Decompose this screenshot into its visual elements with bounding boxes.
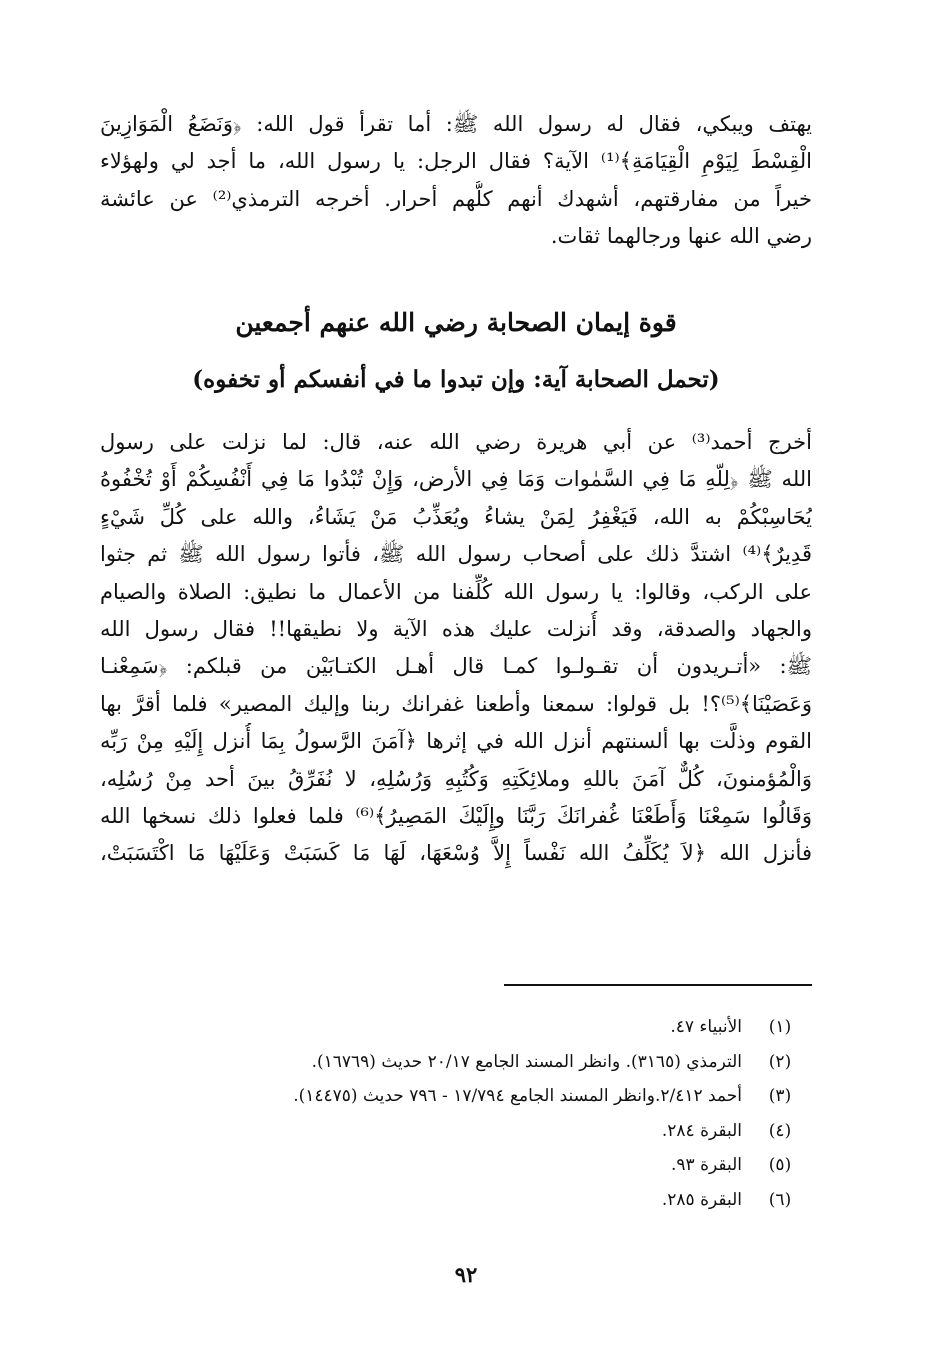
footnote-number: (٣) [768,1086,792,1107]
text-line: ﷺ: «أتـريدون أن تقـولـوا كمـا قال أهـل الكتـابَيْن من قبلكم: ﴿سَمِعْنـا [100,654,812,679]
text-line: يُحَاسِبْكُمْ به الله، فَيَغْفِرُ لِمَنْ يشاءُ ويُعَذِّبُ مَنْ يَشَاءُ، والله على كُلِّ شَيْءٍ [100,504,812,529]
footnote-text: الترمذي (٣١٦٥). وانظر المسند الجامع ٢٠/١٧ حديث (١٦٧٦٩). [311,1051,742,1072]
footnote-number: (٦) [768,1189,792,1210]
text-line: وَعَصَيْنَا﴾⁽⁵⁾؟! بل قولوا: سمعنا وأطعنا غفرانك ربنا وإليك المصير» فلما أقرَّ بها [100,691,812,716]
footnote-number: (١) [768,1017,792,1038]
text-line: وَالْمُؤمنونَ، كُلٌّ آمَنَ باللهِ وملائِكَتِهِ وَكُتُبِهِ وَرُسُلِهِ، لا نُفَرِّقُ بينَ أحد مِنْ رُسُلِه، [100,766,812,791]
text-line: يهتف ويبكي، فقال له رسول الله ﷺ: أما تقرأ قول الله: ﴿وَنَضَعُ الْمَوَازِينَ [100,112,812,136]
intro-paragraph [100,106,812,256]
footnote-text: البقرة ٩٣. [671,1155,742,1176]
footnote-text: الأنبياء ٤٧. [670,1017,742,1038]
footnote-text: أحمد ٢/٤١٢.وانظر المسند الجامع ١٧/٧٩٤ - ٧٩٦ حديث (١٤٤٧٥). [293,1086,742,1107]
footnote-text: البقرة ٢٨٥. [661,1189,742,1210]
text-line: الله ﷺ ﴿لِلّهِ مَا فِي السَّمٰوات وَمَا فِي الأرض، وَإِنْ تُبْدُوا مَا فِي أَنْفُسِكُمْ أَوْ تُخْفُوهُ [100,467,812,492]
footnote-text: البقرة ٢٨٤. [661,1120,742,1141]
text-line: قَدِيرٌ﴾⁽⁴⁾ اشتدَّ ذلك على أصحاب رسول الله ﷺ، فأتوا رسول الله ﷺ ثم جثوا [100,542,812,567]
footnote [100,1079,812,1114]
footnote [100,1148,812,1183]
page-number: ٩٢ [454,1262,478,1287]
section-heading: قوة إيمان الصحابة رضي الله عنهم أجمعين [235,308,677,337]
text-line: رضي الله عنها ورجالهما ثقات. [550,224,812,249]
footnote-divider [504,984,812,986]
footnote [100,1010,812,1045]
main-paragraph [100,424,812,873]
footnote-number: (٤) [768,1120,792,1141]
footnote [100,1045,812,1080]
text-line: القوم وذلَّت بها ألسنتهم أنزل الله في إثرها ﴿آمَنَ الرَّسولُ بِمَا أُنزل إِلَيْهِ مِنْ رَبِّه [100,729,812,754]
section-subheading: (تحمل الصحابة آية: وإن تبدوا ما في أنفسكم أو تخفوه) [192,366,720,393]
text-line: الْقِسْطَ لِيَوْمِ الْقِيَامَةِ﴾⁽¹⁾ الآية؟ فقال الرجل: يا رسول الله، ما أجد لي ولهؤلاء [100,149,812,174]
footnote [100,1114,812,1149]
text-line: أخرج أحمد⁽³⁾ عن أبي هريرة رضي الله عنه، قال: لما نزلت على رسول [100,430,812,454]
footnote [100,1183,812,1218]
text-line: والجهاد والصدقة، وقد أُنزلت عليك هذه الآية ولا نطيقها!! فقال رسول الله [100,617,812,642]
text-line: خيراً من مفارقتهم، أشهدك أنهم كلُّهم أحرار. أخرجه الترمذي⁽²⁾ عن عائشة [100,186,812,211]
footnote-number: (٥) [768,1155,792,1176]
text-line: على الركب، وقالوا: يا رسول الله كُلِّفنا من الأعمال ما نطيق: الصلاة والصيام [100,579,812,604]
text-line: فأنزل الله ﴿لاَ يُكَلِّفُ الله نَفْساً إِلاَّ وُسْعَهَا، لَهَا مَا كَسَبَتْ وَعَلَيْهَا مَا اكْتَسَبَتْ، [100,841,812,866]
footnote-number: (٢) [768,1051,792,1072]
footnotes-list [100,1010,812,1217]
text-line: وَقَالُوا سَمِعْنَا وَأَطَعْنَا غُفرانَكَ رَبَّنَا وإِلَيْكَ المَصِيرُ﴾⁽⁶⁾ فلما فعلوا ذلك نسخها الله [100,804,812,829]
